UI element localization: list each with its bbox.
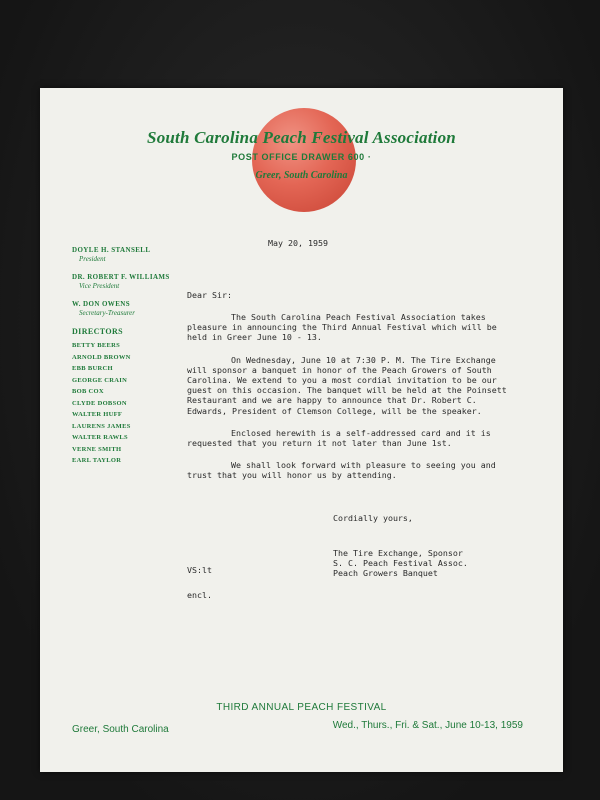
director-name: VERNE SMITH bbox=[72, 445, 122, 453]
letter-body bbox=[187, 312, 517, 493]
signature-line: The Tire Exchange, Sponsor bbox=[333, 548, 463, 558]
director-name: ARNOLD BROWN bbox=[72, 353, 131, 361]
officer-name: DOYLE H. STANSELL bbox=[72, 246, 151, 254]
officer-entry bbox=[72, 300, 192, 317]
body-paragraph: On Wednesday, June 10 at 7:30 P. M. The Tire Exchange will sponsor a banquet in honor of the Peach Growers of South Carolina. We extend to you a most cordial invitation to be our guest on this occasion. The banquet will be held at the Poinsett Restaurant and we are happy to announce that Dr. Robert C. Edwards, President of Clemson College, will be the speaker. bbox=[187, 354, 507, 416]
footer-dates: Wed., Thurs., Fri. & Sat., June 10-13, 1959 bbox=[332, 720, 523, 731]
organization-name: South Carolina Peach Festival Association bbox=[147, 128, 456, 147]
directors-heading: DIRECTORS bbox=[72, 327, 124, 336]
signature-line: S. C. Peach Festival Assoc. bbox=[333, 558, 468, 569]
body-paragraph: The South Carolina Peach Festival Association takes pleasure in announcing the Third Annual Festival which will be held in Greer June 10 - 13. bbox=[187, 312, 497, 343]
letter-page bbox=[40, 88, 563, 772]
signature-line: Peach Growers Banquet bbox=[333, 568, 438, 579]
officer-entry bbox=[72, 273, 192, 290]
letterhead-city: Greer, South Carolina bbox=[255, 170, 348, 181]
typist-initials: VS:lt bbox=[187, 565, 212, 575]
director-name: CLYDE DOBSON bbox=[72, 399, 127, 407]
officer-name: DR. ROBERT F. WILLIAMS bbox=[72, 273, 170, 281]
director-name: WALTER RAWLS bbox=[72, 434, 128, 441]
director-name: LAURENS JAMES bbox=[72, 422, 131, 430]
officer-entry bbox=[72, 246, 192, 263]
officer-title: Vice President bbox=[79, 282, 120, 290]
officer-title: President bbox=[79, 255, 106, 263]
footer-title: THIRD ANNUAL PEACH FESTIVAL bbox=[216, 702, 387, 713]
signature-block bbox=[333, 548, 468, 579]
director-name: WALTER HUFF bbox=[72, 411, 123, 418]
officer-name: W. DON OWENS bbox=[72, 300, 131, 308]
body-paragraph: Enclosed herewith is a self-addressed card and it is requested that you return it not later than June 1st. bbox=[187, 427, 491, 449]
body-paragraph: We shall look forward with pleasure to seeing you and trust that you will honor us by attending. bbox=[187, 460, 496, 481]
officers-sidebar bbox=[72, 246, 192, 467]
footer-location: Greer, South Carolina bbox=[72, 724, 169, 735]
officer-title: Secretary-Treasurer bbox=[79, 309, 135, 317]
postal-address: POST OFFICE DRAWER 600 · bbox=[231, 152, 372, 162]
enclosure-note: encl. bbox=[187, 590, 212, 600]
director-name: BOB COX bbox=[72, 388, 104, 395]
director-name: BETTY BEERS bbox=[72, 342, 121, 349]
letter-date: May 20, 1959 bbox=[268, 238, 328, 248]
salutation: Dear Sir: bbox=[187, 290, 232, 300]
director-name: GEORGE CRAIN bbox=[72, 376, 128, 384]
director-name: EBB BURCH bbox=[72, 365, 113, 372]
director-name: EARL TAYLOR bbox=[72, 457, 122, 464]
closing: Cordially yours, bbox=[333, 513, 413, 523]
